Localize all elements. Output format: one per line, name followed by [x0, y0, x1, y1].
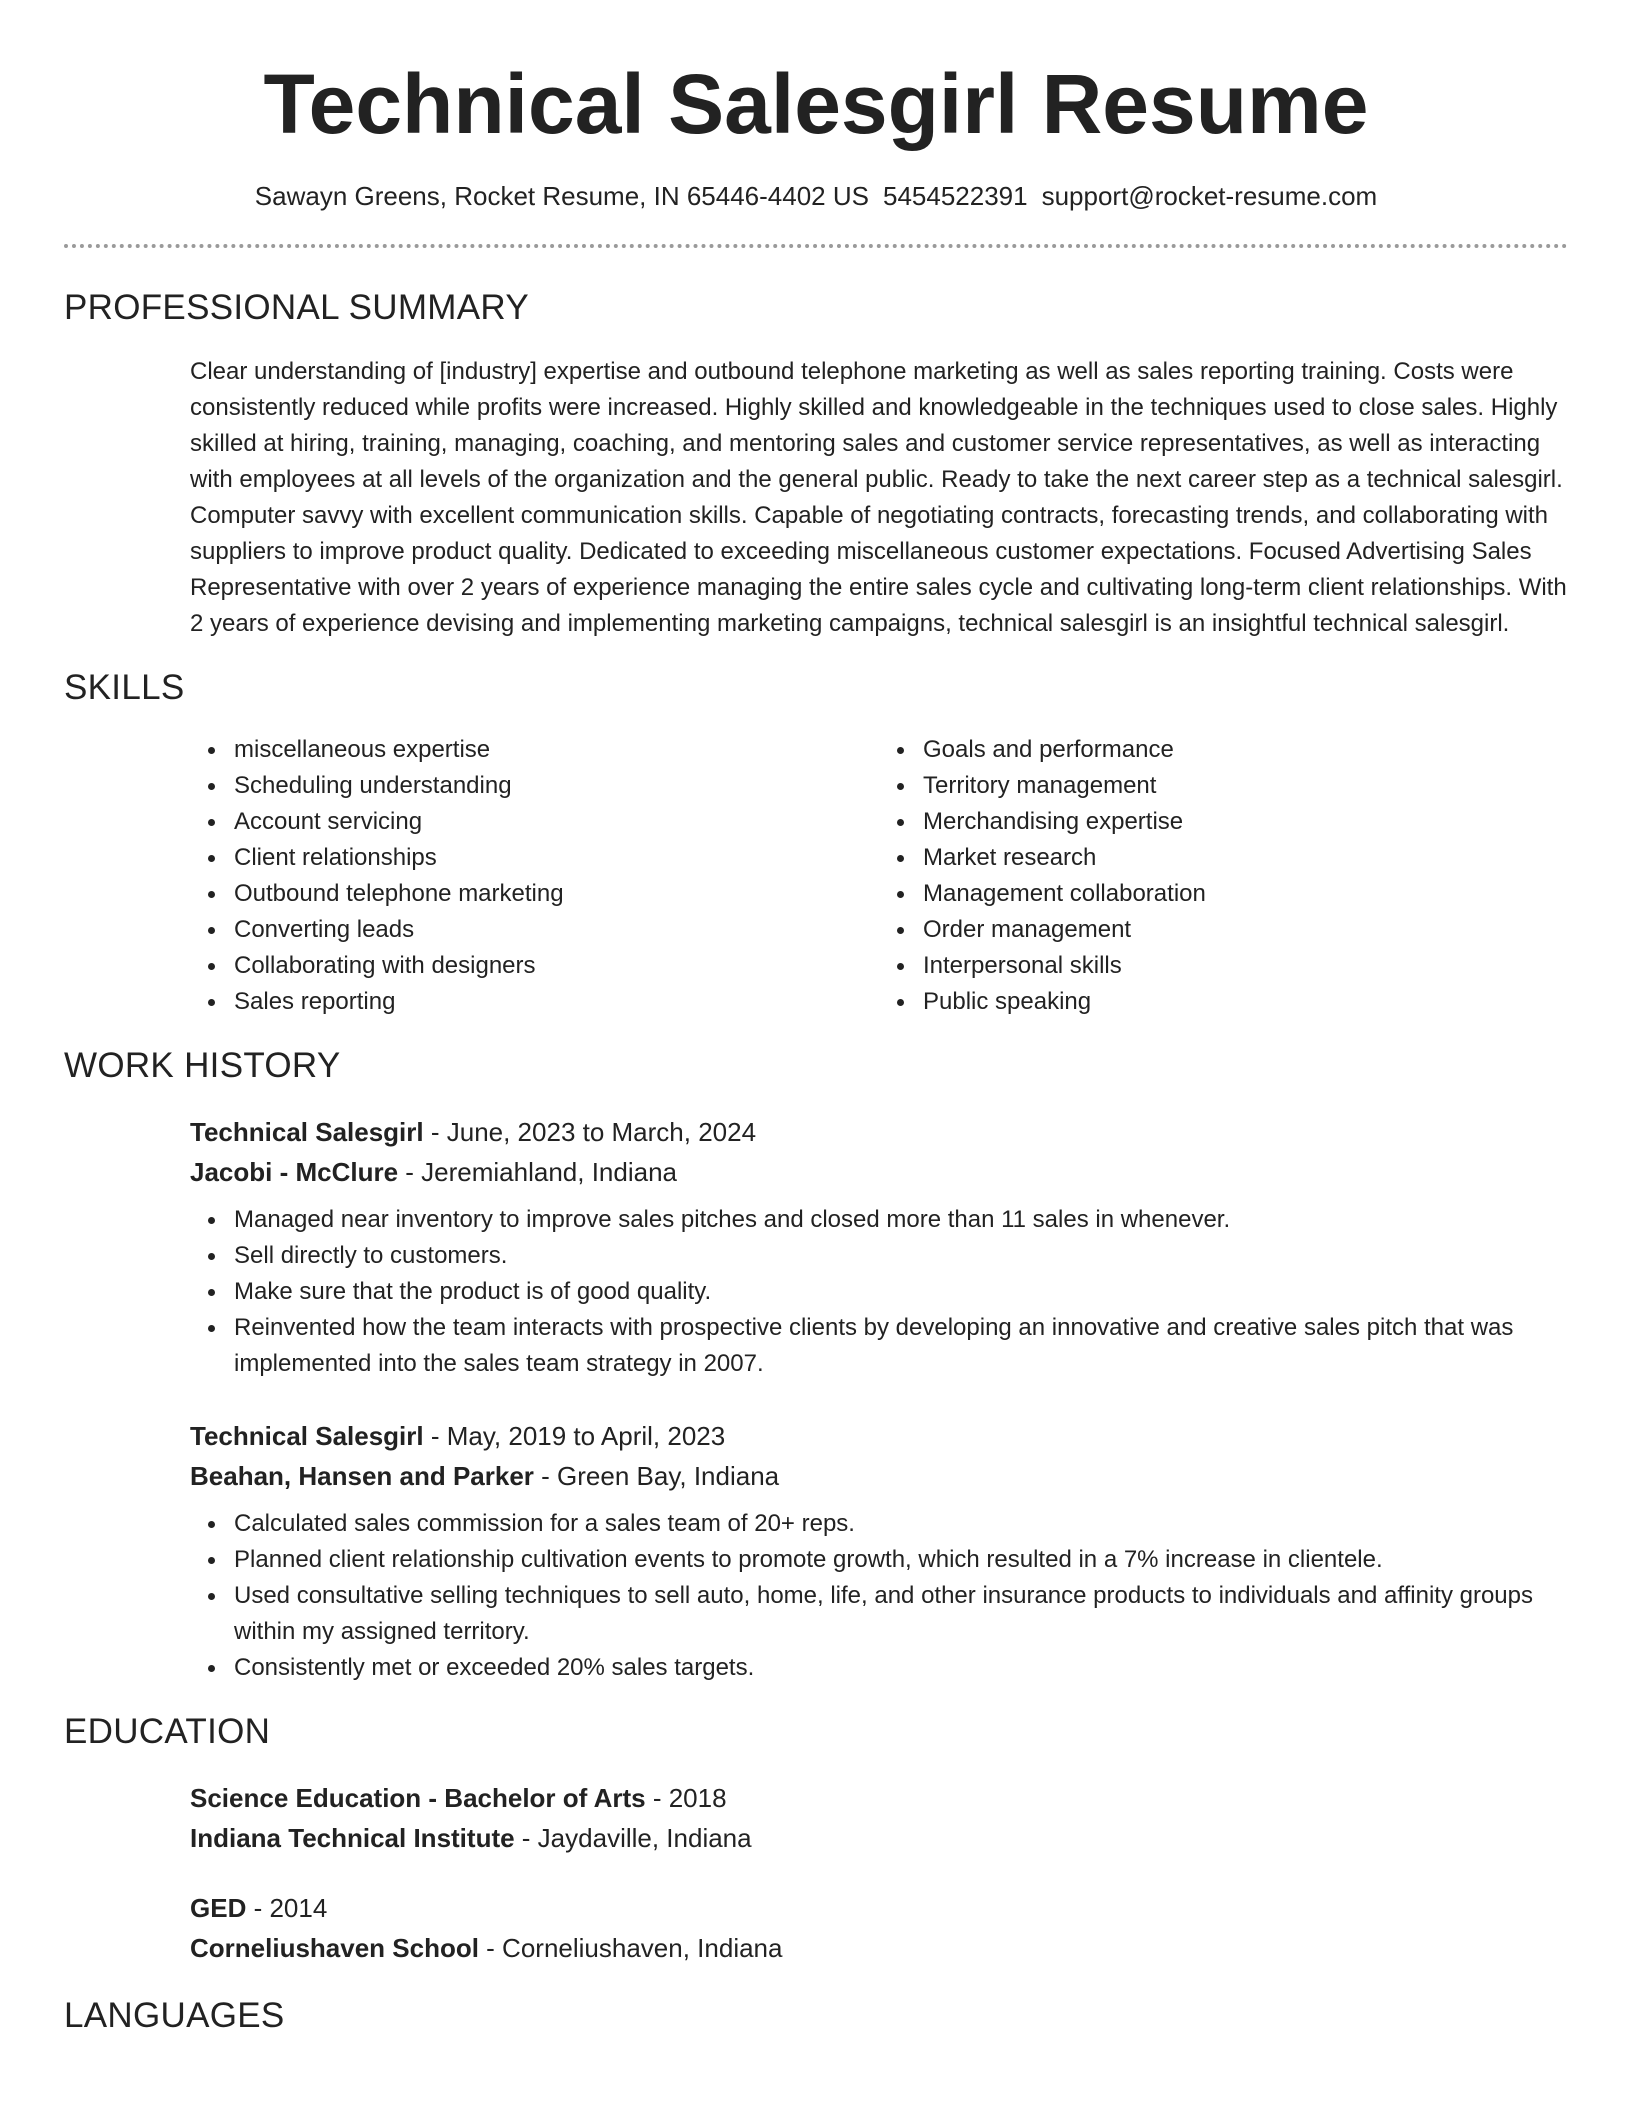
skill-item: Public speaking [923, 984, 1568, 1020]
job-title-line [190, 1416, 1568, 1456]
resume-title: Technical Salesgirl Resume [263, 57, 1369, 151]
languages-heading: LANGUAGES [64, 1996, 285, 2035]
education-school: Indiana Technical Institute [190, 1823, 515, 1853]
job-bullet: Make sure that the product is of good quality. [234, 1274, 1568, 1310]
contact-address: Sawayn Greens, Rocket Resume, IN 65446-4402 US [254, 181, 869, 211]
job-title-line [190, 1112, 1568, 1152]
job-company-line [190, 1152, 1568, 1192]
skills-column-left [190, 732, 879, 1020]
education-location: - Corneliushaven, Indiana [478, 1933, 783, 1963]
job-location: - Jeremiahland, Indiana [398, 1157, 678, 1187]
job-bullet: Managed near inventory to improve sales pitches and closed more than 11 sales in whenever. [234, 1202, 1568, 1238]
skill-item: Interpersonal skills [923, 948, 1568, 984]
job-entry [190, 1416, 1568, 1686]
skill-item: Converting leads [234, 912, 879, 948]
job-entry [190, 1112, 1568, 1382]
job-location: - Green Bay, Indiana [533, 1461, 780, 1491]
education-entry [190, 1888, 1568, 1968]
education-entry [190, 1778, 1568, 1858]
contact-phone: 5454522391 [882, 181, 1028, 211]
education-year: - 2014 [246, 1893, 328, 1923]
resume-page [64, 0, 1568, 2038]
job-role: Technical Salesgirl [190, 1421, 424, 1451]
education-degree: GED [190, 1893, 247, 1923]
education-school: Corneliushaven School [190, 1933, 479, 1963]
education-heading: EDUCATION [64, 1712, 271, 1751]
skill-item: Account servicing [234, 804, 879, 840]
skill-item: Market research [923, 840, 1568, 876]
job-bullet: Sell directly to customers. [234, 1238, 1568, 1274]
job-bullet: Consistently met or exceeded 20% sales targets. [234, 1650, 1568, 1686]
skill-item: Client relationships [234, 840, 879, 876]
skill-item: Merchandising expertise [923, 804, 1568, 840]
skill-item: Management collaboration [923, 876, 1568, 912]
skill-item: Scheduling understanding [234, 768, 879, 804]
skills-list [190, 732, 1568, 1020]
summary-heading: PROFESSIONAL SUMMARY [64, 288, 529, 327]
education-school-line [190, 1818, 1568, 1858]
skill-item: Outbound telephone marketing [234, 876, 879, 912]
job-company-line [190, 1456, 1568, 1496]
skill-item: Collaborating with designers [234, 948, 879, 984]
job-bullet: Planned client relationship cultivation events to promote growth, which resulted in a 7% increase in clientele. [234, 1542, 1568, 1578]
skill-item: miscellaneous expertise [234, 732, 879, 768]
job-bullet: Calculated sales commission for a sales team of 20+ reps. [234, 1506, 1568, 1542]
job-dates: - May, 2019 to April, 2023 [423, 1421, 726, 1451]
work-history-heading: WORK HISTORY [64, 1046, 341, 1085]
skill-item: Order management [923, 912, 1568, 948]
job-dates: - June, 2023 to March, 2024 [423, 1117, 757, 1147]
job-role: Technical Salesgirl [190, 1117, 424, 1147]
skill-item: Goals and performance [923, 732, 1568, 768]
job-company: Beahan, Hansen and Parker [190, 1461, 534, 1491]
education-degree-line [190, 1888, 1568, 1928]
summary-text: Clear understanding of [industry] expertise and outbound telephone marketing as well as sales reporting training. Costs were consistently reduced while profits were increased. Highly skilled and knowledgeable in the techniques used to close sales. Highly skilled at hiring, training, managing, coaching, and mentoring sales and customer service representatives, as well as interacting with employees at all levels of the organization and the general public. Ready to take the next career step as a technical salesgirl. Computer savvy with excellent communication skills. Capable of negotiating contracts, forecasting trends, and collaborating with suppliers to improve product quality. Dedicated to exceeding miscellaneous customer expectations. Focused Advertising Sales Representative with over 2 years of experience managing the entire sales cycle and cultivating long-term client relationships. With 2 years of experience devising and implementing marketing campaigns, technical salesgirl is an insightful technical salesgirl. [190, 358, 1567, 637]
contact-email: support@rocket-resume.com [1041, 181, 1378, 211]
skill-item: Sales reporting [234, 984, 879, 1020]
job-bullet: Used consultative selling techniques to sell auto, home, life, and other insurance products to individuals and affinity groups within my assigned territory. [234, 1578, 1568, 1650]
skill-item: Territory management [923, 768, 1568, 804]
education-location: - Jaydaville, Indiana [514, 1823, 752, 1853]
skills-heading: SKILLS [64, 668, 185, 707]
job-bullets [190, 1202, 1568, 1382]
contact-line [64, 178, 1568, 214]
header-divider [64, 244, 1568, 248]
education-degree-line [190, 1778, 1568, 1818]
education-year: - 2018 [645, 1783, 727, 1813]
skills-column-right [879, 732, 1568, 1020]
job-bullets [190, 1506, 1568, 1686]
job-bullet: Reinvented how the team interacts with prospective clients by developing an innovative and creative sales pitch that was implemented into the sales team strategy in 2007. [234, 1310, 1568, 1382]
education-degree: Science Education - Bachelor of Arts [190, 1783, 646, 1813]
job-company: Jacobi - McClure [190, 1157, 399, 1187]
education-school-line [190, 1928, 1568, 1968]
